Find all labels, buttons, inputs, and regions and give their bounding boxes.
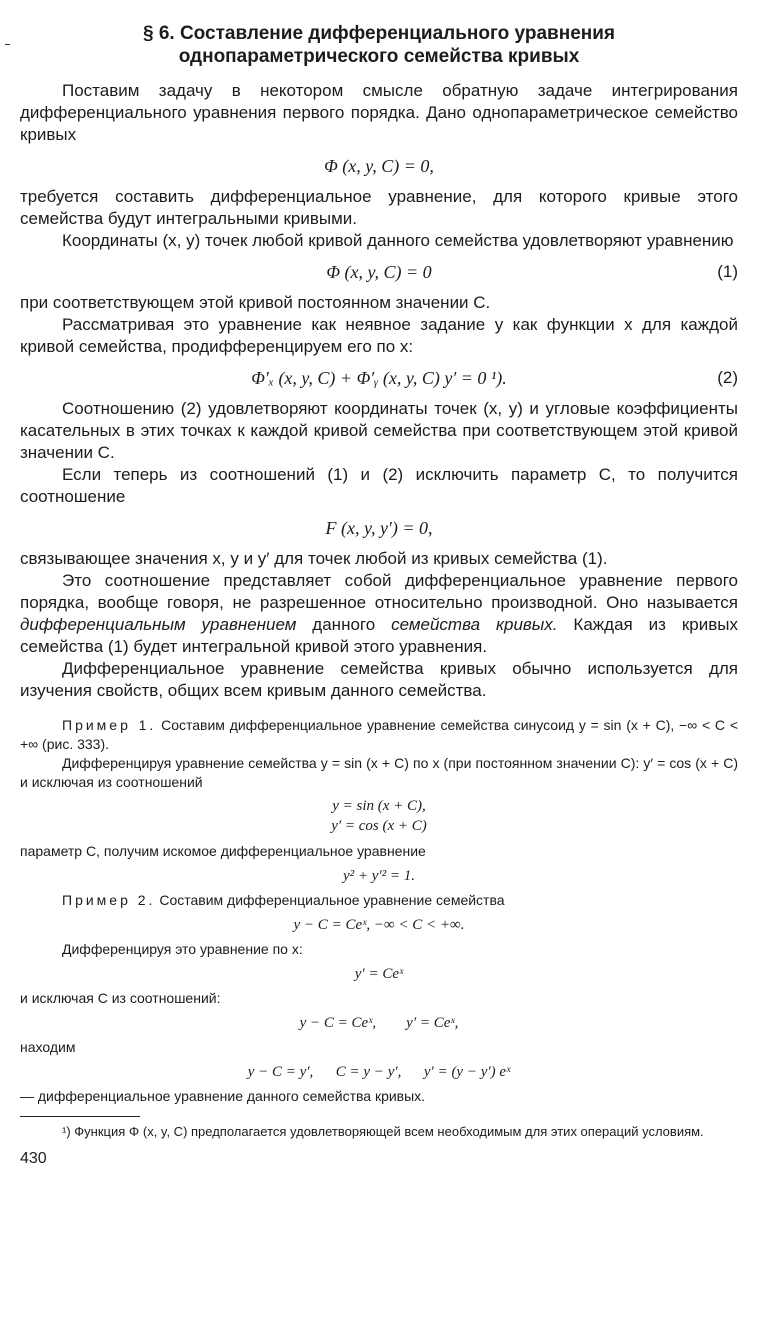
paragraph-connects: связывающее значения x, y и y′ для точек любой из кривых семейства (1). xyxy=(20,549,608,568)
example-1-system-line1: y = sin (x + C), xyxy=(332,798,426,814)
example-2-family xyxy=(20,915,738,935)
example-1-text: Составим дифференциальное уравнение семейства синусоид y = sin (x + C), −∞ < C < +∞ (рис. 333). xyxy=(20,717,738,752)
formula-1-text: Φ (x, y, C) = 0 xyxy=(326,262,432,282)
example-2-derivative xyxy=(20,964,738,984)
example-2-solution xyxy=(20,1062,738,1082)
formula-family xyxy=(20,154,738,178)
paragraph-relation: Соотношению (2) удовлетворяют координаты точек (x, y) и угловые коэффициенты касательных в этих точках к каждой кривой семейства при соответствующем этой кривой значении C. xyxy=(20,399,738,462)
example-1-system-line2: y′ = cos (x + C) xyxy=(331,818,427,834)
formula-1 xyxy=(20,260,738,284)
example-1-label: Пример 1. xyxy=(62,717,157,733)
page-content xyxy=(20,22,738,1168)
paragraph-task: требуется составить дифференциальное уравнение, для которого кривые этого семейства будут интегральными кривыми. xyxy=(20,187,738,228)
example-2-conclusion: — дифференциальное уравнение данного семейства кривых. xyxy=(20,1088,426,1104)
example-1-result-text: y² + y′² = 1. xyxy=(342,868,416,884)
definition-part-c: Каждая из кривых семейства (1) будет интегральной кривой этого уравнения. xyxy=(20,615,738,656)
example-1-result xyxy=(20,866,738,886)
paragraph-usage: Дифференциальное уравнение семейства кривых обычно используется для изучения свойств, общих всем кривым данного семейства. xyxy=(20,659,738,700)
example-2-find: находим xyxy=(20,1039,76,1055)
example-2-family-text: y − C = Ceˣ, −∞ < C < +∞. xyxy=(293,917,465,933)
formula-family-text: Φ (x, y, C) = 0, xyxy=(324,156,434,176)
footnote: ¹) Функция Φ (x, y, C) предполагается удовлетворяющей всем необходимым для этих операций условиям. xyxy=(62,1124,704,1139)
example-2-text: Составим дифференциальное уравнение семейства xyxy=(155,892,505,908)
definition-part-b: данного xyxy=(296,615,392,634)
example-2-system-text: y − C = Ceˣ, y′ = Ceˣ, xyxy=(299,1015,459,1031)
definition-term-1: дифференциальным уравнением xyxy=(20,615,297,634)
formula-2-text: Φ′ₓ (x, y, C) + Φ′ᵧ (x, y, C) y′ = 0 ¹). xyxy=(251,368,507,388)
example-1-conclusion: параметр C, получим искомое дифференциальное уравнение xyxy=(20,843,426,859)
definition-part-a: Это соотношение представляет собой дифференциальное уравнение первого порядка, вообще говоря, не разрешенное относительно производной. Оно называется xyxy=(20,571,738,612)
example-2-eliminate: и исключая C из соотношений: xyxy=(20,990,221,1006)
section-title xyxy=(20,22,738,68)
paragraph-intro: Поставим задачу в некотором смысле обратную задаче интегрирования дифференциального уравнения первого порядка. Дано однопараметрическое семейство кривых xyxy=(20,81,738,144)
paragraph-constant: при соответствующем этой кривой постоянном значении C. xyxy=(20,293,491,312)
paragraph-definition xyxy=(20,570,738,658)
paragraph-coordinates: Координаты (x, y) точек любой кривой данного семейства удовлетворяют уравнению xyxy=(62,231,734,250)
example-1-derivation: Дифференцируя уравнение семейства y = sin (x + C) по x (при постоянном значении C): y′ = cos (x + C) и исключая из соотношений xyxy=(20,755,738,790)
formula-1-number: (1) xyxy=(717,262,738,281)
example-2-statement xyxy=(20,891,738,910)
section-title-line1: § 6. Составление дифференциального уравнения xyxy=(142,23,616,44)
section-title-line2: однопараметрического семейства кривых xyxy=(178,46,580,67)
example-1-statement xyxy=(20,716,738,754)
example-2-differentiate: Дифференцируя это уравнение по x: xyxy=(62,941,303,957)
example-2-system xyxy=(20,1013,738,1033)
example-2-derivative-text: y′ = Ceˣ xyxy=(354,966,404,982)
example-1-system xyxy=(20,796,738,836)
margin-mark xyxy=(5,44,10,45)
example-2-solution-text: y − C = y′, C = y − y′, y′ = (y − y′) eˣ xyxy=(247,1064,511,1080)
definition-term-2: семейства кривых. xyxy=(391,615,558,634)
formula-3-text: F (x, y, y′) = 0, xyxy=(325,518,433,538)
footnote-rule xyxy=(20,1116,140,1117)
paragraph-eliminate: Если теперь из соотношений (1) и (2) исключить параметр C, то получится соотношение xyxy=(20,465,738,506)
paragraph-differentiate: Рассматривая это уравнение как неявное задание y как функции x для каждой кривой семейства, продифференцируем его по x: xyxy=(20,315,738,356)
formula-3 xyxy=(20,516,738,540)
formula-2-number: (2) xyxy=(717,368,738,387)
example-2-label: Пример 2. xyxy=(62,892,156,908)
formula-2 xyxy=(20,366,738,390)
page-number: 430 xyxy=(20,1150,47,1167)
